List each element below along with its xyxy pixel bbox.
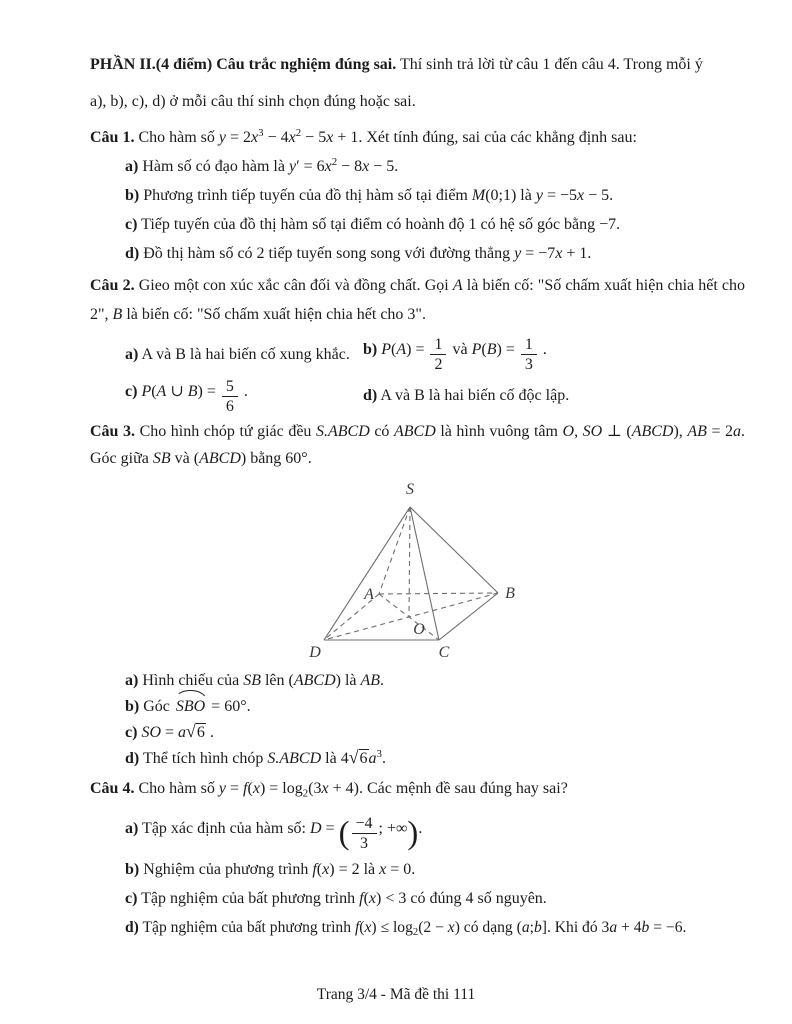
- math-b: PHẦN II.(4 điểm) Câu trắc nghiệm đúng sai.: [90, 56, 397, 73]
- math-frac: $\frac{5}{6}$: [222, 378, 238, 416]
- math-i: SB: [152, 450, 171, 468]
- math-i: D: [309, 820, 322, 838]
- math-b: a): [125, 672, 139, 690]
- vertex-label-O: O: [413, 621, 425, 639]
- q2-item-d: d) A và B là hai biến cố độc lập.: [363, 387, 570, 405]
- edge-SD: [324, 507, 410, 640]
- math-sup: 2: [331, 156, 338, 169]
- math-i: B: [486, 341, 497, 359]
- math-i: f: [354, 919, 360, 937]
- math-i: x: [364, 919, 372, 937]
- math-brp: ): [407, 815, 419, 852]
- math-i: ABCD: [293, 672, 336, 690]
- edge-CB: [439, 593, 498, 640]
- math-b: b): [125, 698, 140, 716]
- math-b: a): [125, 158, 139, 175]
- pyramid-figure: [295, 478, 525, 664]
- math-i: y: [514, 245, 522, 262]
- math-b: c): [125, 216, 138, 233]
- math-i: x: [324, 158, 332, 175]
- math-i: x: [362, 158, 370, 175]
- math-i: f: [312, 861, 317, 879]
- math-b: d): [125, 919, 139, 937]
- math-i: a: [733, 423, 742, 441]
- vertex-label-C: C: [438, 644, 450, 662]
- math-sub: 2: [412, 927, 419, 939]
- q3-stem: Câu 3. Cho hình chóp tứ giác đều S.ABCD có ABCD là hình vuông tâm O, SO ⊥ (ABCD), AB = 2a. Góc giữa SB và (ABCD) bằng 60°.: [90, 423, 746, 468]
- q1-item-b: b) Phương trình tiếp tuyến của đồ thị hàm số tại điểm M(0;1) là y = −5x − 5.: [125, 187, 614, 204]
- q3-item-c: c) SO = a√6 .: [125, 721, 214, 742]
- math-b: a): [125, 345, 139, 363]
- math-b: d): [363, 387, 378, 405]
- q4-item-b: b) Nghiệm của phương trình f(x) = 2 là x = 0.: [125, 861, 416, 879]
- math-i: x: [321, 780, 329, 798]
- math-sup: 3: [376, 748, 382, 761]
- math-sqrt: √6: [348, 747, 368, 768]
- edge-SB: [410, 507, 498, 593]
- math-i: y: [535, 187, 543, 204]
- page-footer: Trang 3/4 - Mã đề thi 111: [316, 986, 476, 1003]
- math-i: a: [609, 919, 618, 937]
- math-i: AB: [687, 423, 707, 441]
- math-i: P: [471, 341, 482, 359]
- math-i: P: [381, 341, 392, 359]
- math-i: a: [521, 919, 530, 937]
- math-i: A: [396, 341, 407, 359]
- math-i: x: [288, 129, 296, 146]
- math-sup: 3: [258, 127, 264, 140]
- math-b: Câu 3.: [90, 423, 136, 441]
- pyramid-svg: [295, 478, 525, 664]
- math-i: SO: [582, 423, 603, 441]
- math-sub: 2: [302, 787, 309, 800]
- q1-item-d: d) Đồ thị hàm số có 2 tiếp tuyến song song với đường thẳng y = −7x + 1.: [125, 245, 592, 262]
- math-i: a: [368, 750, 377, 768]
- math-i: B: [187, 382, 198, 400]
- math-i: SO: [141, 724, 161, 742]
- math-frac: $\frac{1}{3}$: [521, 336, 537, 374]
- q4-item-d: d) Tập nghiệm của bất phương trình $f(x) \le \log_2(2 - x)$ có dạng (a;b]. Khi đó 3a + 4b = −6.: [125, 919, 687, 939]
- math-b: c): [125, 724, 138, 742]
- math-b: c): [125, 382, 138, 400]
- math-i: x: [447, 919, 455, 937]
- section-intro-line2: a), b), c), d) ở mỗi câu thí sinh chọn đúng hoặc sai.: [90, 93, 416, 110]
- math-i: x: [322, 861, 330, 879]
- q1-stem: Câu 1. Cho hàm số $y = 2x^3 - 4x^2 - 5x + 1$. Xét tính đúng, sai của các khẳng định sau:: [90, 127, 637, 146]
- math-i: S.ABCD: [267, 750, 322, 768]
- math-frac: $\frac{1}{2}$: [430, 336, 446, 374]
- q2-items: [90, 336, 745, 415]
- math-i: A: [452, 277, 463, 294]
- math-b: b): [125, 861, 140, 879]
- q3-item-a: a) Hình chiếu của SB lên (ABCD) là AB.: [125, 672, 385, 690]
- math-sqrt: √6: [186, 721, 205, 742]
- math-i: f: [243, 780, 248, 798]
- math-i: S.ABCD: [315, 423, 370, 441]
- math-i: y: [218, 780, 227, 798]
- math-b: a): [125, 820, 139, 838]
- math-b: b): [125, 187, 140, 204]
- edge-SA: [379, 507, 410, 594]
- q1-item-c: c) Tiếp tuyến của đồ thị hàm số tại điểm có hoành độ 1 có hệ số góc bằng −7.: [125, 216, 621, 233]
- math-i: P: [141, 382, 152, 400]
- math-sup: 2: [295, 127, 302, 140]
- q1-item-a: a) Hàm số có đạo hàm là $y' = 6x^2 - 8x - 5$.: [125, 156, 399, 175]
- math-b: Câu 1.: [90, 129, 135, 146]
- q2-item-b: b) P(A) = $\frac{1}{2}$ và P(B) = $\frac{1}{3}$ .: [363, 336, 547, 374]
- math-i: M: [471, 187, 486, 204]
- math-i: x: [555, 245, 563, 262]
- math-i: a: [178, 724, 187, 742]
- q3-item-b: b) Góc SBO = 60°.: [125, 693, 745, 719]
- math-i: x: [379, 861, 387, 879]
- math-i: O: [562, 423, 575, 441]
- math-i: x: [368, 890, 377, 908]
- math-i: x: [251, 129, 259, 146]
- section-intro-line1: PHẦN II.(4 điểm) Câu trắc nghiệm đúng sai. Thí sinh trả lời từ câu 1 đến câu 4. Trong mỗi ý: [90, 56, 703, 73]
- math-i: B: [112, 306, 123, 323]
- math-i: f: [359, 890, 364, 908]
- math-b: Câu 2.: [90, 277, 135, 294]
- vertex-label-B: B: [505, 585, 515, 603]
- math-i: ABCD: [631, 423, 674, 441]
- math-i: SB: [243, 672, 261, 690]
- math-frac: $\frac{-4}{3}$: [352, 815, 377, 853]
- q2-item-a: a) A và B là hai biến cố xung khắc.: [125, 345, 350, 363]
- math-i: x: [577, 187, 585, 204]
- math-i: y: [218, 129, 227, 146]
- math-arc: SBO: [174, 693, 207, 719]
- math-i: b: [533, 919, 542, 937]
- edge-SO: [409, 507, 410, 617]
- q4-item-c: c) Tập nghiệm của bất phương trình f(x) < 3 có đúng 4 số nguyên.: [125, 890, 547, 908]
- math-blp: (: [338, 815, 350, 852]
- math-b: d): [125, 750, 140, 768]
- math-i: A: [156, 382, 167, 400]
- math-b: c): [125, 890, 138, 908]
- math-i: AB: [360, 672, 381, 690]
- vertex-label-S: S: [406, 481, 414, 499]
- vertex-label-D: D: [309, 644, 321, 662]
- q4-item-a: a) Tập xác định của hàm số: D = ( $\frac{-4}{3}$ ; +∞).: [125, 814, 423, 853]
- q4-stem: Câu 4. Cho hàm số $y = f(x) = \log_2(3x + 4)$. Các mệnh đề sau đúng hay sai?: [90, 780, 568, 800]
- math-i: x: [326, 129, 334, 146]
- math-i: y: [288, 158, 297, 175]
- q2-stem: Câu 2. Gieo một con xúc xắc cân đối và đồng chất. Gọi A là biến cố: "Số chấm xuất hiện chia hết cho 2", B là biến cố: "Số chấm xuất hiện chia hết cho 3".: [90, 277, 746, 323]
- math-i: b: [641, 919, 650, 937]
- q4-items: [90, 803, 745, 942]
- math-b: Câu 4.: [90, 780, 135, 798]
- math-i: ABCD: [199, 450, 241, 468]
- q2-item-c: c) P(A ∪ B) = $\frac{5}{6}$ .: [125, 377, 248, 415]
- math-b: d): [125, 245, 140, 262]
- q3-items: [90, 668, 745, 771]
- vertex-label-A: A: [364, 586, 374, 604]
- math-i: x: [252, 780, 260, 798]
- math-i: ABCD: [393, 423, 436, 441]
- q1-items: [90, 152, 745, 268]
- math-b: b): [363, 341, 378, 359]
- q3-item-d: d) Thể tích hình chóp S.ABCD là $4√6a^3$.: [125, 747, 386, 768]
- edge-AB: [379, 593, 498, 594]
